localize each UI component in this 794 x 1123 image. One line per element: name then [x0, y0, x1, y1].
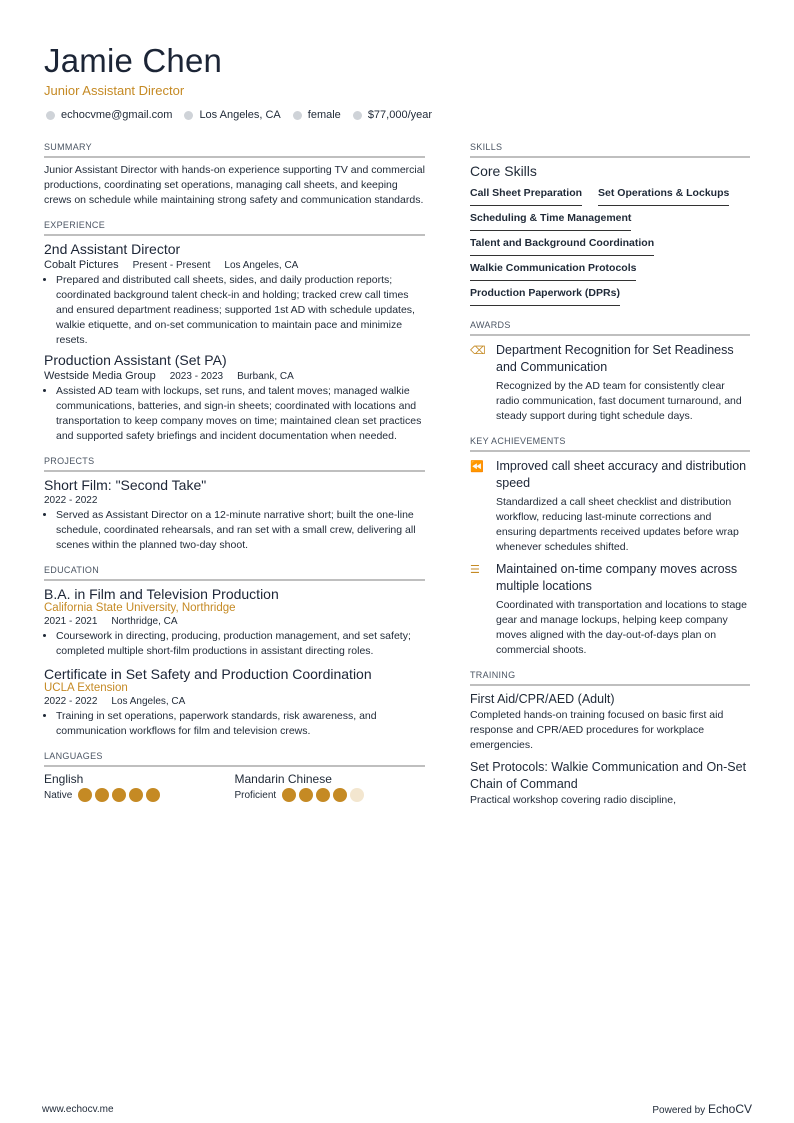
- dates: 2023 - 2023: [169, 371, 224, 382]
- achievement-title: Improved call sheet accuracy and distribution speed: [496, 459, 747, 490]
- section-heading: SUMMARY: [44, 142, 425, 158]
- section-heading: EDUCATION: [44, 565, 425, 581]
- person-icon: [293, 111, 302, 120]
- section-heading: AWARDS: [470, 320, 750, 336]
- rating-dot-empty: [350, 788, 364, 802]
- rating-dot-filled: [129, 788, 143, 802]
- training-title: First Aid/CPR/AED (Adult): [470, 692, 615, 706]
- skills-group-title: Core Skills: [470, 163, 537, 179]
- achievement-title: Maintained on-time company moves across multiple locations: [496, 562, 738, 593]
- powered-label: Powered by: [652, 1105, 706, 1116]
- summary-section: [44, 142, 425, 208]
- award-desc: Recognized by the AD team for consistently clear radio communication, fast document turnaround, and steady support during tight schedule days.: [496, 380, 742, 422]
- experience-title: Production Assistant (Set PA): [44, 352, 227, 368]
- skill-tag: Production Paperwork (DPRs): [470, 283, 620, 306]
- achievement-item: [470, 561, 750, 658]
- salary-icon: [353, 111, 362, 120]
- language-name: English: [44, 772, 84, 786]
- bullet: • Training in set operations, paperwork standards, risk awareness, and communication workflows for film and television crews.: [56, 709, 425, 739]
- skill-tag: Set Operations & Lockups: [598, 183, 729, 206]
- dates: 2022 - 2022: [44, 696, 98, 707]
- footer-powered: [652, 1102, 752, 1116]
- school: California State University, Northridge: [44, 602, 236, 614]
- gender: female: [307, 109, 341, 121]
- dates: 2021 - 2021: [44, 616, 98, 627]
- rewind-icon: ⏪: [470, 461, 484, 473]
- achievement-desc: Standardized a call sheet checklist and distribution workflow, reducing last-minute corrections and ensuring departments received updates before wrap whenever schedules shifted.: [496, 496, 739, 553]
- section-heading: EXPERIENCE: [44, 220, 425, 236]
- salary: $77,000/year: [367, 109, 433, 121]
- dates: 2022 - 2022: [44, 495, 98, 506]
- skill-tag: Scheduling & Time Management: [470, 208, 631, 231]
- language-item: [44, 772, 235, 802]
- left-column: [44, 142, 425, 814]
- section-heading: PROJECTS: [44, 456, 425, 472]
- company: Westside Media Group: [44, 370, 156, 382]
- experience-section: [44, 220, 425, 444]
- skill-tag: Call Sheet Preparation: [470, 183, 582, 206]
- school: UCLA Extension: [44, 682, 128, 694]
- award-item: [470, 342, 750, 424]
- company: Cobalt Pictures: [44, 259, 119, 271]
- project-title: Short Film: "Second Take": [44, 477, 207, 493]
- bullet: • Prepared and distributed call sheets, sides, and daily production reports; coordinated background talent check-in and holding; tracked crew call times and ensured department readiness; supported 1st AD with schedule updates, walkie etiquette, and on-set communication to maintain pace and minimize resets.: [56, 273, 425, 348]
- rating-dot-filled: [316, 788, 330, 802]
- brand-name[interactable]: EchoCV: [707, 1102, 752, 1116]
- summary-text: Junior Assistant Director with hands-on experience supporting TV and commercial productions, coordinating set operations, managing call sheets, and keeping crews on schedule while maintaining strong safety and communication standards.: [44, 164, 425, 206]
- rating-dot-filled: [282, 788, 296, 802]
- job-title: Junior Assistant Director: [44, 83, 185, 98]
- location: Burbank, CA: [237, 371, 294, 382]
- section-heading: KEY ACHIEVEMENTS: [470, 436, 750, 452]
- rating-dot-filled: [146, 788, 160, 802]
- sliders-icon: ☰: [470, 564, 480, 576]
- experience-item: [44, 352, 425, 444]
- rating-dot-filled: [95, 788, 109, 802]
- degree: B.A. in Film and Television Production: [44, 586, 279, 602]
- location: Los Angeles, CA: [111, 696, 186, 707]
- rating-dot-filled: [333, 788, 347, 802]
- footer-site[interactable]: www.echocv.me: [42, 1104, 114, 1115]
- skill-tag: Talent and Background Coordination: [470, 233, 654, 256]
- location-pin-icon: [184, 111, 193, 120]
- candidate-name: Jamie Chen: [44, 42, 223, 79]
- experience-item: [44, 241, 425, 348]
- email-icon: [46, 111, 55, 120]
- section-heading: SKILLS: [470, 142, 750, 158]
- training-desc: Practical workshop covering radio discipline,: [470, 794, 677, 806]
- training-section: [470, 670, 750, 808]
- degree: Certificate in Set Safety and Production Coordination: [44, 666, 372, 682]
- email[interactable]: echocvme@gmail.com: [61, 109, 173, 121]
- location: Los Angeles, CA: [199, 109, 281, 121]
- skills-section: [470, 142, 750, 308]
- projects-section: [44, 456, 425, 553]
- bullet: • Assisted AD team with lockups, set runs, and talent moves; managed walkie communications, batteries, and sign-in sheets; coordinated with locations and transportation to keep company moves on time; maintained clean set practices and supported safety briefings and incident documentation when needed.: [56, 384, 425, 444]
- rating-dot-filled: [112, 788, 126, 802]
- language-level: Proficient: [234, 789, 277, 801]
- rating-dots: [282, 788, 364, 802]
- awards-section: [470, 320, 750, 424]
- training-desc: Completed hands-on training focused on basic first aid response and CPR/AED procedures for workplace emergencies.: [470, 709, 724, 751]
- rating-dot-filled: [299, 788, 313, 802]
- rating-dots: [78, 788, 160, 802]
- section-heading: TRAINING: [470, 670, 750, 686]
- achievement-desc: Coordinated with transportation and locations to stage gear and manage lockups, helping keep company moves aligned with the day-out-of-days plan on commercial shoots.: [496, 599, 747, 656]
- location: Los Angeles, CA: [224, 260, 299, 271]
- languages-section: [44, 751, 425, 802]
- achievement-item: [470, 458, 750, 555]
- experience-title: 2nd Assistant Director: [44, 241, 181, 257]
- right-column: [470, 142, 750, 820]
- achievements-section: [470, 436, 750, 658]
- section-heading: LANGUAGES: [44, 751, 425, 767]
- bullet: • Coursework in directing, producing, production management, and set safety; completed multiple short-film productions in assistant directing roles.: [56, 629, 425, 659]
- location: Northridge, CA: [111, 616, 178, 627]
- skill-tag: Walkie Communication Protocols: [470, 258, 636, 281]
- language-level: Native: [44, 789, 73, 801]
- rating-dot-filled: [78, 788, 92, 802]
- award-tag-icon: ⌫: [470, 345, 486, 357]
- dates: Present - Present: [132, 260, 211, 271]
- award-title: Department Recognition for Set Readiness and Communication: [496, 343, 734, 374]
- language-item: [235, 772, 426, 802]
- contact-info: [46, 109, 432, 121]
- language-name: Mandarin Chinese: [234, 772, 332, 786]
- training-title: Set Protocols: Walkie Communication and On-Set Chain of Command: [470, 760, 747, 791]
- education-section: [44, 565, 425, 739]
- bullet: • Served as Assistant Director on a 12-minute narrative short; built the one-line schedule, coordinated rehearsals, and ran set with a small crew, delivering all scenes within the planned two-day shoot.: [56, 508, 425, 553]
